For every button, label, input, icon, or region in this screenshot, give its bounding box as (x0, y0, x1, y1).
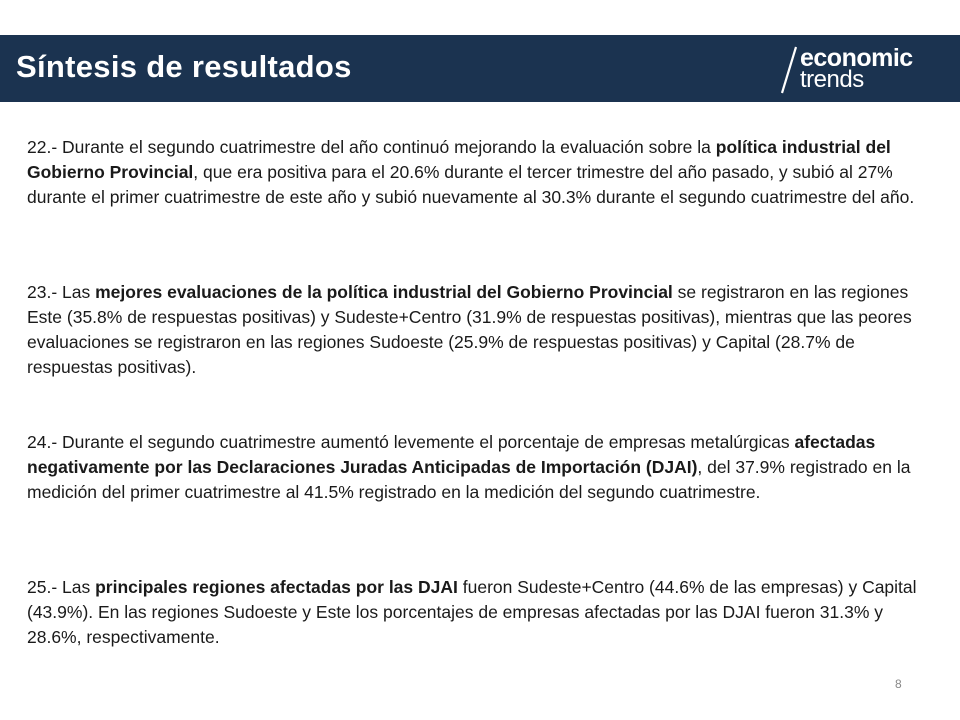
paragraph-text: 23.- Las (27, 282, 96, 302)
paragraph-25 (27, 575, 937, 650)
paragraph-text: 24.- Durante el segundo cuatrimestre aumentó levemente el porcentaje de empresas metalúrgicas (27, 432, 795, 452)
paragraph-23 (27, 280, 937, 380)
paragraph-text: 25.- Las (27, 577, 96, 597)
paragraph-emphasis: afectadas negativamente por las Declaraciones Juradas Anticipadas de Importación (DJAI) (27, 432, 876, 477)
paragraph-text: , que era positiva para el 20.6% durante el tercer trimestre del año pasado, y subió al 27% durante el primer cuatrimestre de este año y subió nuevamente al 30.3% durante el segundo cuatrimestre del año. (27, 162, 915, 207)
paragraph-text: se registraron en las regiones Este (35.8% de respuestas positivas) y Sudeste+Centro (31.9% de respuestas positivas), mientras que las peores evaluaciones se registraron en las regiones Sudoeste (25.9% de respuestas positivas) y Capital (28.7% de respuestas positivas). (27, 282, 912, 377)
paragraph-emphasis: mejores evaluaciones de la política industrial del Gobierno Provincial (95, 282, 673, 302)
paragraph-text: , del 37.9% registrado en la medición del primer cuatrimestre al 41.5% registrado en la medición del segundo cuatrimestre. (27, 457, 911, 502)
paragraph-text: 22.- Durante el segundo cuatrimestre del año continuó mejorando la evaluación sobre la (27, 137, 716, 157)
paragraph-22 (27, 135, 937, 210)
economic-trends-logo (778, 43, 948, 95)
page-number: 8 (895, 677, 902, 691)
logo-slash-icon (778, 43, 802, 95)
paragraph-text: fueron Sudeste+Centro (44.6% de las empresas) y Capital (43.9%). En las regiones Sudoeste y Este los porcentajes de empresas afectadas por las DJAI fueron 31.3% y 28.6%, respectivamente. (27, 577, 917, 647)
logo-text-line2: trends (800, 66, 864, 93)
paragraph-emphasis: política industrial del Gobierno Provincial (27, 137, 891, 182)
page-title: Síntesis de resultados (16, 49, 352, 84)
header-bar (0, 35, 960, 102)
paragraph-emphasis: principales regiones afectadas por las DJAI (95, 577, 458, 597)
logo-text-line1: economic (800, 44, 913, 72)
paragraph-24 (27, 430, 937, 505)
